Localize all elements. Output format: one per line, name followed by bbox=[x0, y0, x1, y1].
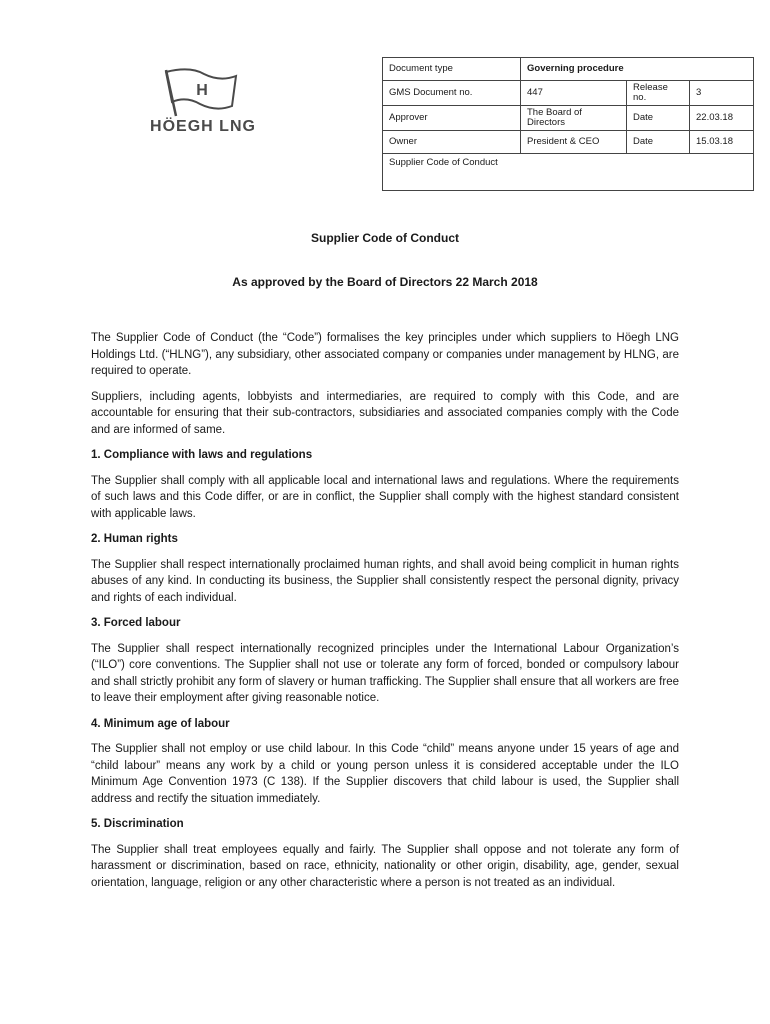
section-heading: 5. Discrimination bbox=[91, 818, 184, 830]
section-heading: 4. Minimum age of labour bbox=[91, 717, 230, 730]
release-label: Release no. bbox=[627, 81, 690, 106]
flag-icon bbox=[160, 66, 240, 118]
company-logo bbox=[138, 66, 268, 142]
section-text: The Supplier shall respect internationally proclaimed human rights, and shall avoid being complicit in human rights abuses of any kind. In conducting its business, the Supplier shall consistently respect the personal dignity, privacy and rights of each individual. bbox=[91, 558, 679, 604]
owner-value: President & CEO bbox=[521, 131, 627, 154]
page-subtitle: As approved by the Board of Directors 22 March 2018 bbox=[232, 275, 538, 289]
approver-date-value: 22.03.18 bbox=[690, 106, 754, 131]
owner-date-value: 15.03.18 bbox=[690, 131, 754, 154]
document-type-value: Governing procedure bbox=[521, 58, 754, 81]
approver-label: Approver bbox=[383, 106, 521, 131]
section-text: The Supplier shall not employ or use child labour. In this Code “child” means anyone under 15 years of age and “child labour” means any work by a child or young person unless it is considered acceptable under the ILO Minimum Age Convention 1973 (C 138). If the Supplier discovers that child labour is used, the Supplier shall address and rectify the situation immediately. bbox=[91, 743, 679, 805]
owner-label: Owner bbox=[383, 131, 521, 154]
document-body bbox=[91, 330, 679, 900]
release-value: 3 bbox=[690, 81, 754, 106]
document-type-label: Document type bbox=[383, 58, 521, 81]
logo-text: HÖEGH LNG bbox=[150, 118, 256, 135]
intro-paragraph: The Supplier Code of Conduct (the “Code”) formalises the key principles under which suppliers to Höegh LNG Holdings Ltd. (“HLNG”), any subsidiary, other associated company or companies under management by HLNG, are required to operate. bbox=[91, 332, 679, 377]
section-text: The Supplier shall respect internationally recognized principles under the International Labour Organization’s (“ILO”) core conventions. The Supplier shall not use or tolerate any form of forced, bonded or compulsory labour and shall strictly prohibit any form of slavery or human trafficking. The Supplier shall ensure that all workers are free to leave their employment after giving reasonable notice. bbox=[91, 642, 679, 704]
intro-paragraph: Suppliers, including agents, lobbyists and intermediaries, are required to comply with this Code, and are accountable for ensuring that their sub-contractors, subsidiaries and associated companies comply with the Code and are informed of same. bbox=[91, 390, 679, 436]
flag-letter: H bbox=[196, 82, 208, 99]
section-text: The Supplier shall comply with all applicable local and international laws and regulations. Where the requirements of such laws and this Code differ, or are in conflict, the Supplier shall comply with the highest standard consistent with applicable laws. bbox=[91, 474, 679, 520]
section-heading: 2. Human rights bbox=[91, 533, 178, 545]
gms-label: GMS Document no. bbox=[383, 81, 521, 106]
owner-date-label: Date bbox=[627, 131, 690, 154]
document-meta-table bbox=[382, 57, 754, 191]
section-text: The Supplier shall treat employees equally and fairly. The Supplier shall oppose and not tolerate any form of harassment or discrimination, based on race, ethnicity, nationality or other origin, disability, age, gender, sexual orientation, language, religion or any other characteristic where a person is not treated as an individual. bbox=[91, 843, 679, 889]
document-name: Supplier Code of Conduct bbox=[383, 154, 754, 191]
approver-date-label: Date bbox=[627, 106, 690, 131]
section-heading: 1. Compliance with laws and regulations bbox=[91, 449, 313, 461]
page-title: Supplier Code of Conduct bbox=[311, 231, 459, 245]
section-heading: 3. Forced labour bbox=[91, 617, 181, 629]
gms-value: 447 bbox=[521, 81, 627, 106]
approver-value: The Board of Directors bbox=[521, 106, 627, 131]
